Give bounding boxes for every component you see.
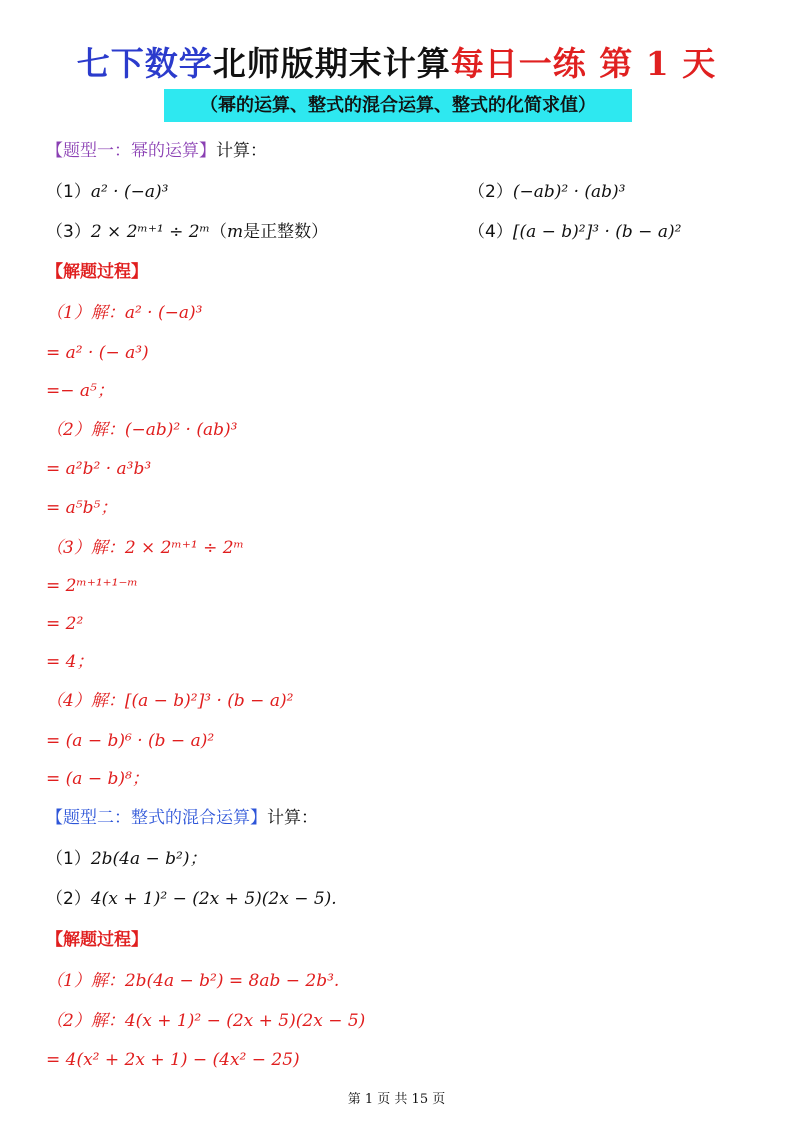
title-part-grade: 七下数学 [76,44,213,83]
solution1-line: （3）解：2 × 2ᵐ⁺¹ ÷ 2ᵐ [46,538,245,558]
subtitle-banner: （幂的运算、整式的混合运算、整式的化简求值） [164,89,632,122]
solution1-line: = 2ᵐ⁺¹⁺¹⁻ᵐ [46,576,138,596]
question-2-1 [46,847,207,871]
question-expression: 2b(4a − b²)； [90,849,207,869]
question-note-variable: m [227,222,244,242]
question-number: （1） [46,849,91,869]
question-number: （3） [46,222,91,242]
solution1-line: （2）解：(−ab)² · (ab)³ [46,420,238,440]
question-number: （2） [468,182,513,202]
section2-suffix: 计算： [267,808,318,828]
question-1-4 [468,220,681,244]
solution1-line: = (a − b)⁶ · (b − a)² [46,731,215,751]
question-1-1 [46,180,168,204]
solution1-line: = a² · (− a³) [46,343,149,363]
solution2-heading: 【解题过程】 [46,930,148,950]
question-expression: a² · (−a)³ [90,182,169,202]
question-expression: 2 × 2ᵐ⁺¹ ÷ 2ᵐ [90,222,211,242]
solution1-line: （1）解：a² · (−a)³ [46,303,203,323]
solution1-line: =− a⁵； [46,381,114,401]
page-footer: 第 1 页 共 15 页 [347,1092,446,1107]
solution1-heading: 【解题过程】 [46,262,148,282]
title-part-edition: 北师版期末计算 [212,44,451,83]
section1-heading [46,139,267,163]
question-number: （2） [46,889,91,909]
question-note: 是正整数） [243,222,329,242]
question-number: （1） [46,182,91,202]
question-note-open: （ [210,222,228,242]
solution1-line: = (a − b)⁸； [46,769,149,789]
question-expression: [(a − b)²]³ · (b − a)² [512,222,682,242]
question-expression: (−ab)² · (ab)³ [512,182,626,202]
solution2-line: （1）解：2b(4a − b²) = 8ab − 2b³. [46,971,340,991]
title-part-day: 第 1 天 [599,44,717,83]
question-2-2 [46,887,337,911]
section2-heading [46,806,318,830]
page-title [0,38,793,85]
solution1-line: = 4； [46,652,94,672]
question-number: （4） [468,222,513,242]
solution1-line: （4）解：[(a − b)²]³ · (b − a)² [46,691,294,711]
title-part-daily: 每日一练 [450,44,587,83]
section2-label: 【题型二：整式的混合运算】 [46,808,267,828]
solution1-line: = a²b² · a³b³ [46,459,152,479]
question-expression: 4(x + 1)² − (2x + 5)(2x − 5). [90,889,337,909]
question-1-2 [468,180,625,204]
solution2-line: （2）解：4(x + 1)² − (2x + 5)(2x − 5) [46,1011,366,1031]
section1-label: 【题型一：幂的运算】 [46,141,216,161]
question-1-3 [46,220,328,244]
solution1-line: = 2² [46,614,84,634]
solution1-line: = a⁵b⁵； [46,498,118,518]
section1-suffix: 计算： [216,141,267,161]
solution2-line: = 4(x² + 2x + 1) − (4x² − 25) [46,1050,300,1070]
